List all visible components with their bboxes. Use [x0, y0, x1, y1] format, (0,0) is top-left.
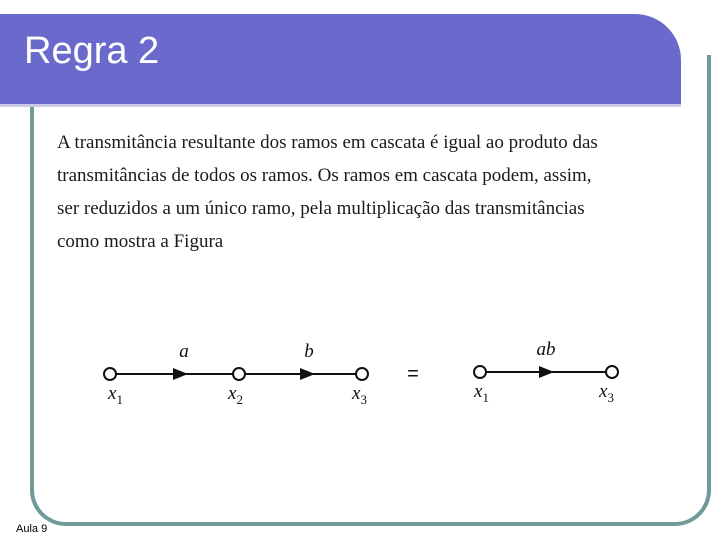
reduced-node-x3	[606, 366, 618, 378]
branch-b-arrow-icon	[300, 368, 315, 380]
reduced-node-x1	[474, 366, 486, 378]
body-line-1: A transmitância resultante dos ramos em cascata é igual ao produto das	[57, 132, 598, 153]
branch-ab-label: ab	[536, 339, 556, 360]
body-line-2: transmitâncias de todos os ramos. Os ramos em cascata podem, assim,	[57, 165, 592, 186]
node-x1	[104, 368, 116, 380]
node-x3	[356, 368, 368, 380]
branch-b-label: b	[304, 341, 314, 362]
reduced-node-x1-label: $x_1$	[474, 381, 489, 405]
branch-a-label: a	[179, 341, 189, 362]
body-line-3: ser reduzidos a um único ramo, pela multiplicação das transmitâncias	[57, 198, 585, 219]
node-x2	[233, 368, 245, 380]
slide-title: Regra 2	[24, 30, 160, 72]
equals-sign: =	[407, 363, 419, 385]
node-x3-label: $x_3$	[352, 383, 367, 407]
body-line-4: como mostra a Figura	[57, 231, 224, 252]
branch-ab-arrow-icon	[539, 366, 554, 378]
node-x2-label: $x_2$	[228, 383, 243, 407]
branch-a-arrow-icon	[173, 368, 188, 380]
footer-label: Aula 9	[16, 523, 48, 535]
reduced-node-x3-label: $x_3$	[599, 381, 614, 405]
node-x1-label: $x_1$	[108, 383, 123, 407]
